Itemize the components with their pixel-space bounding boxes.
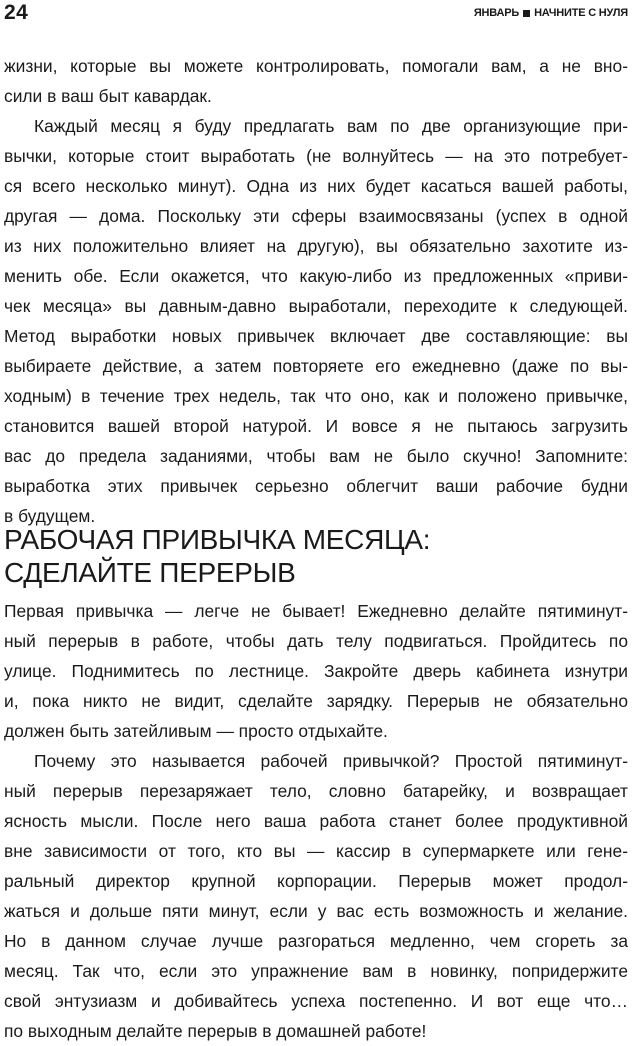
text-line: выработка этих привычек серьезно облегчит ваши рабочие будни — [4, 476, 628, 496]
body-text-bottom — [4, 596, 628, 1046]
text-line: ся всего несколько минут). Одна из них будет касаться вашей работы, — [4, 176, 628, 196]
section-heading-line-2: СДЕЛАЙТЕ ПЕРЕРЫВ — [4, 557, 296, 588]
text-line: Первая привычка — легче не бывает! Ежедневно делайте пятиминут- — [4, 601, 628, 621]
text-line: ральный директор крупной корпорации. Перерыв может продол- — [4, 871, 628, 891]
running-title — [474, 7, 628, 19]
paragraph — [4, 596, 628, 746]
text-line: менить обе. Если окажется, что какую-либо из предложенных «приви- — [4, 266, 628, 286]
text-line: в будущем. — [4, 506, 96, 526]
text-line: вне зависимости от того, кто вы — кассир в супермаркете или гене- — [4, 841, 628, 861]
paragraph — [4, 746, 628, 1046]
text-line: чек месяца» вы давным-давно выработали, переходите к следующей. — [4, 296, 628, 316]
black-square-icon — [523, 10, 530, 17]
section-left-label: ЯНВАРЬ — [473, 7, 520, 19]
text-line: вычки, которые стоит выработать (не волнуйтесь — на это потребует- — [4, 146, 628, 166]
paragraph — [4, 51, 628, 111]
section-right-label: НАЧНИТЕ С НУЛЯ — [534, 7, 628, 19]
text-line: Почему это называется рабочей привычкой? Простой пятиминут- — [34, 751, 628, 771]
text-line: выбираете действие, а затем повторяете его ежедневно (даже по вы- — [4, 356, 628, 376]
text-line: сили в ваш быт кавардак. — [4, 86, 212, 106]
text-line: Метод выработки новых привычек включает две составляющие: вы — [4, 326, 628, 346]
text-line: улице. Поднимитесь по лестнице. Закройте дверь кабинета изнутри — [4, 661, 628, 681]
text-line: ясность мысли. После него ваша работа станет более продуктивной — [4, 811, 628, 831]
text-line: становится вашей второй натурой. И вовсе я не пытаюсь загрузить — [4, 416, 628, 436]
running-head — [0, 0, 632, 26]
text-line: должен быть затейливым — просто отдыхайте. — [4, 721, 388, 741]
text-line: другая — дома. Поскольку эти сферы взаимосвязаны (успех в одной — [4, 206, 628, 226]
section-heading — [4, 523, 628, 589]
section-heading-line-1: РАБОЧАЯ ПРИВЫЧКА МЕСЯЦА: — [4, 524, 431, 555]
page-number: 24 — [4, 1, 29, 24]
text-line: из них положительно влияет на другую), вы обязательно захотите из- — [4, 236, 628, 256]
body-text-top — [4, 51, 628, 531]
text-line: жизни, которые вы можете контролировать, помогали вам, а не вно- — [4, 56, 628, 76]
text-line: вас до предела заданиями, чтобы вам не было скучно! Запомните: — [4, 446, 628, 466]
text-line: свой энтузиазм и добивайтесь успеха постепенно. И вот еще что… — [4, 991, 628, 1011]
text-line: ходным) в течение трех недель, так что оно, как и положено привычке, — [4, 386, 628, 406]
text-line: по выходным делайте перерыв в домашней работе! — [4, 1021, 427, 1041]
text-line: ный перерыв перезаряжает тело, словно батарейку, и возвращает — [4, 781, 628, 801]
text-line: месяц. Так что, если это упражнение вам в новинку, попридержите — [4, 961, 628, 981]
text-line: жаться и дольше пяти минут, если у вас есть возможность и желание. — [4, 901, 628, 921]
paragraph — [4, 111, 628, 531]
text-line: ный перерыв в работе, чтобы дать телу подвигаться. Пройдитесь по — [4, 631, 628, 651]
text-line: и, пока никто не видит, сделайте зарядку. Перерыв не обязательно — [4, 691, 628, 711]
text-line: Каждый месяц я буду предлагать вам по две организующие при- — [34, 116, 628, 136]
text-line: Но в данном случае лучше разгораться медленно, чем сгореть за — [4, 931, 628, 951]
